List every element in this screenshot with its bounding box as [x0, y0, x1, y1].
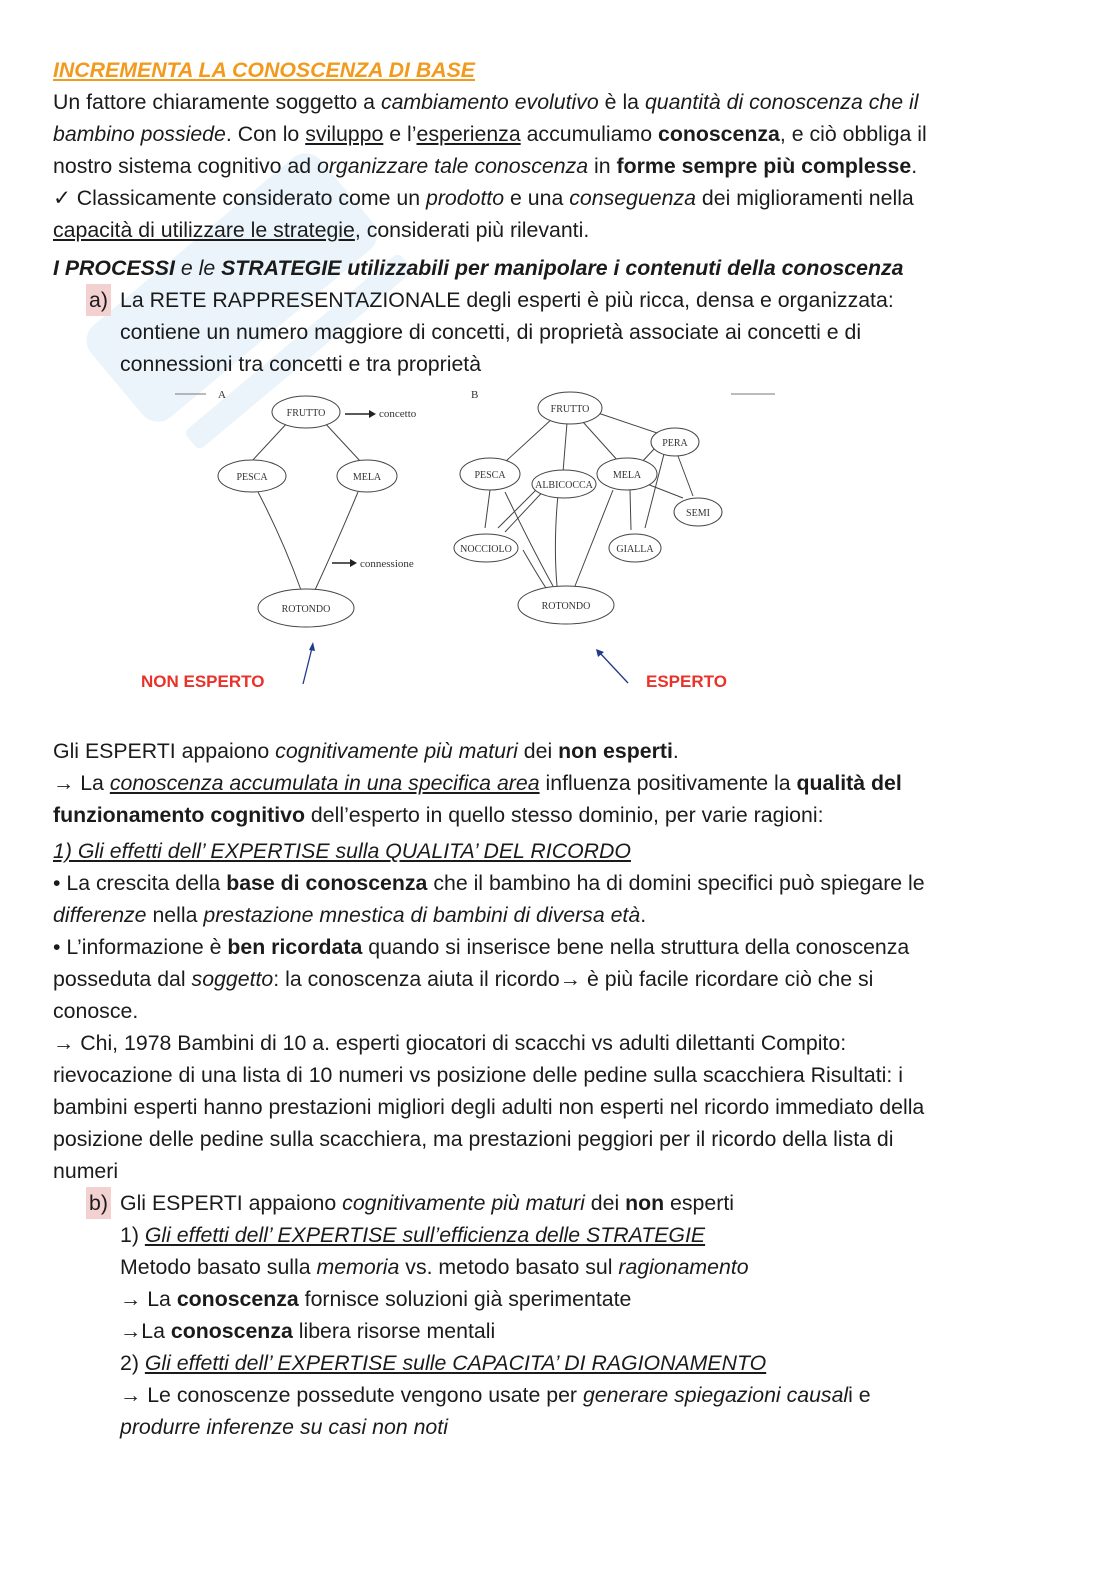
item-b-marker: b)	[86, 1187, 111, 1219]
item-b-knowledge-1: → La conoscenza fornisce soluzioni già sperimentate	[120, 1287, 632, 1311]
svg-text:FRUTTO: FRUTTO	[286, 408, 326, 419]
svg-text:MELA: MELA	[352, 472, 382, 483]
item-b-method: Metodo basato sulla memoria vs. metodo basato sul ragionamento	[120, 1255, 749, 1279]
chi-study-line-5: numeri	[53, 1159, 119, 1183]
svg-text:ALBICOCCA: ALBICOCCA	[535, 480, 593, 491]
intro-line-4: ✓ Classicamente considerato come un prodotto e una conseguenza dei miglioramenti nella	[53, 186, 914, 210]
svg-text:FRUTTO: FRUTTO	[550, 404, 590, 415]
item-b-reasoning-1: → Le conoscenze possedute vengono usate per generare spiegazioni causali e	[120, 1383, 871, 1407]
intro-line-3: nostro sistema cognitivo ad organizzare tale conoscenza in forme sempre più complesse.	[53, 154, 918, 178]
panel-a-label: A	[218, 389, 226, 401]
experts-line-3: funzionamento cognitivo dell’esperto in quello stesso dominio, per varie ragioni:	[53, 803, 824, 827]
experts-line-2: → La conoscenza accumulata in una specifica area influenza positivamente la qualità del	[53, 771, 902, 795]
item-a	[53, 284, 1063, 380]
bullet2-line-2: posseduta dal soggetto: la conoscenza aiuta il ricordo→ è più facile ricordare ciò che si	[53, 967, 874, 991]
svg-text:ROTONDO: ROTONDO	[541, 601, 591, 612]
chi-study-line-3: bambini esperti hanno prestazioni migliori degli adulti non esperti nel ricordo immediato della	[53, 1095, 925, 1119]
bullet2-line-3: conosce.	[53, 999, 139, 1023]
svg-text:MELA: MELA	[612, 470, 642, 481]
bullet1-line-2: differenze nella prestazione mnestica di bambini di diversa età.	[53, 903, 647, 927]
network-figure	[53, 380, 1063, 735]
item-b-line-1: Gli ESPERTI appaiono cognitivamente più maturi dei non esperti	[120, 1191, 734, 1215]
panel-b-label: B	[471, 389, 479, 401]
intro-line-2: bambino possiede. Con lo sviluppo e l’esperienza accumuliamo conoscenza, e ciò obbliga il	[53, 122, 927, 146]
item-a-line-2: contiene un numero maggiore di concetti, di proprietà associate ai concetti e di	[120, 320, 862, 344]
svg-text:GIALLA: GIALLA	[616, 544, 654, 555]
svg-text:SEMI: SEMI	[686, 508, 710, 519]
svg-text:PESCA: PESCA	[474, 470, 506, 481]
bullet2-line-1: • L’informazione è ben ricordata quando si inserisce bene nella struttura della conoscenza	[53, 935, 910, 959]
document-page	[53, 54, 1063, 1443]
label-non-expert: NON ESPERTO	[141, 672, 265, 691]
effect1-title: 1) Gli effetti dell’ EXPERTISE sulla QUALITA’ DEL RICORDO	[53, 839, 631, 863]
chi-study-line-4: posizione delle pedine sulla scacchiera, ma prestazioni peggiori per il ricordo della lista di	[53, 1127, 894, 1151]
label-expert: ESPERTO	[646, 672, 727, 691]
item-b	[53, 1187, 1063, 1443]
svg-text:PESCA: PESCA	[236, 472, 268, 483]
item-b-effect2: 2) Gli effetti dell’ EXPERTISE sulle CAPACITA’ DI RAGIONAMENTO	[120, 1351, 767, 1375]
svg-text:NOCCIOLO: NOCCIOLO	[460, 544, 512, 555]
experts-line-1: Gli ESPERTI appaiono cognitivamente più maturi dei non esperti.	[53, 739, 679, 763]
chi-study-line-1: → Chi, 1978 Bambini di 10 a. esperti giocatori di scacchi vs adulti dilettanti Compito:	[53, 1031, 847, 1055]
processes-heading: I PROCESSI e le STRATEGIE utilizzabili per manipolare i contenuti della conoscenza	[53, 256, 904, 280]
connection-label: connessione	[360, 558, 414, 570]
intro-line-5: capacità di utilizzare le strategie, considerati più rilevanti.	[53, 218, 590, 242]
svg-text:PERA: PERA	[662, 438, 688, 449]
chi-study-line-2: rievocazione di una lista di 10 numeri vs posizione delle pedine sulla scacchiera Risultati: i	[53, 1063, 903, 1087]
item-a-line-1: La RETE RAPPRESENTAZIONALE degli esperti è più ricca, densa e organizzata:	[120, 288, 894, 312]
svg-text:ROTONDO: ROTONDO	[281, 604, 331, 615]
item-a-marker: a)	[86, 284, 111, 316]
bullet1-line-1: • La crescita della base di conoscenza che il bambino ha di domini specifici può spiegare le	[53, 871, 925, 895]
item-b-effect1: 1) Gli effetti dell’ EXPERTISE sull’efficienza delle STRATEGIE	[120, 1223, 706, 1247]
concept-label: concetto	[379, 408, 417, 420]
section-heading: INCREMENTA LA CONOSCENZA DI BASE	[53, 58, 475, 82]
item-a-line-3: connessioni tra concetti e tra proprietà	[120, 352, 482, 376]
item-b-reasoning-2: produrre inferenze su casi non noti	[120, 1415, 448, 1439]
intro-line-1: Un fattore chiaramente soggetto a cambiamento evolutivo è la quantità di conoscenza che il	[53, 90, 919, 114]
item-b-knowledge-2: →La conoscenza libera risorse mentali	[120, 1319, 496, 1343]
